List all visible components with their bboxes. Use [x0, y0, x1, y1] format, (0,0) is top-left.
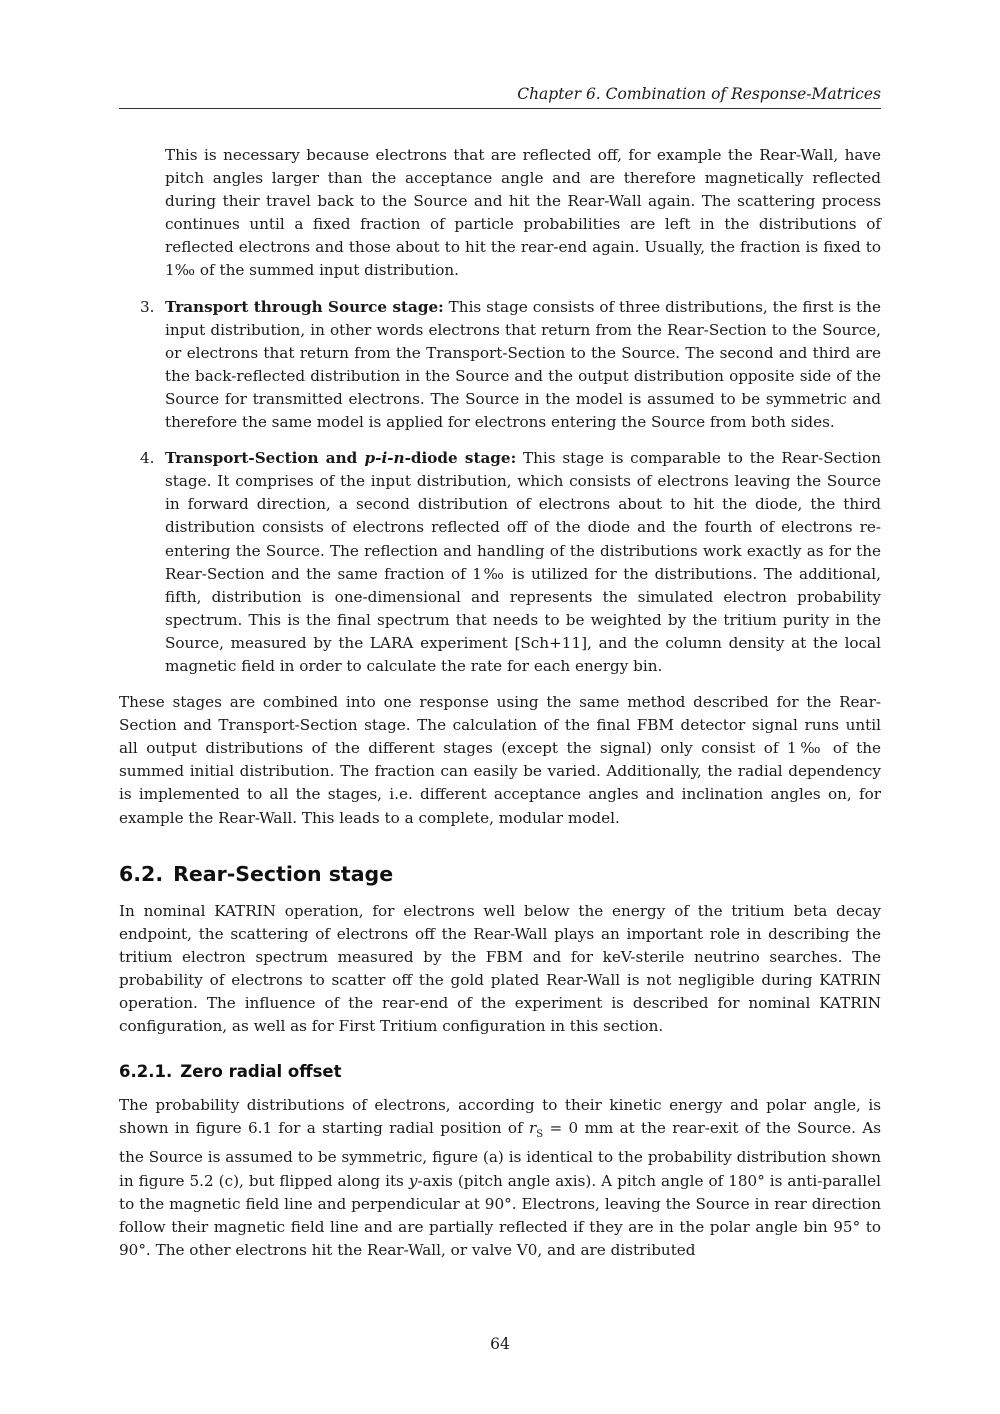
list-item-text: This stage is comparable to the Rear-Section stage. It comprises of the input distribution, which consists of electrons leaving the Source in forward direction, a second distribution of electrons about to hit the diode, the third distribution consists of electrons reflected off of the diode and the fourth of electrons re-entering the Source. The reflection and handling of the distributions work exactly as for the Rear-Section and the same fraction of 1‰ is utilized for the distributions. The additional, fifth, distribution is one-dimensional and represents the simulated electron probability spectrum. This is the final spectrum that needs to be weighted by the tritium purity in the Source, measured by the LARA experiment [Sch+11], and the column density at the local magnetic field in order to calculate the rate for each energy bin. — [165, 449, 881, 675]
math-equation: = 0 mm — [543, 1119, 614, 1138]
math-r: r — [529, 1119, 537, 1138]
subsection-heading — [119, 1060, 881, 1084]
section-heading — [119, 860, 881, 888]
header-rule — [119, 108, 881, 109]
list-item-number: 4. — [140, 449, 155, 468]
list-item-number: 3. — [140, 297, 155, 316]
subsection-text-b: at the rear-exit of the Source. As the Source is assumed to be symmetric, figure (a) is identical to the probability distribution shown in figure 5.2 (c), but flipped along its — [119, 1119, 881, 1190]
running-header: Chapter 6. Combination of Response-Matrices — [517, 85, 881, 103]
subsection-title: Zero radial offset — [180, 1062, 342, 1082]
list-item-4 — [140, 447, 881, 678]
section-number: 6.2. — [119, 861, 164, 886]
list-item-3 — [140, 296, 882, 435]
math-y: y — [408, 1171, 418, 1190]
summary-paragraph: These stages are combined into one response using the same method described for the Rear-Section and Transport-Section stage. The calculation of the final FBM detector signal runs until all output distributions of the different stages (except the signal) only consist of 1‰ of the summed initial distribution. The fraction can easily be varied. Additionally, the radial dependency is implemented to all the stages, i.e. different acceptance angles and inclination angles on, for example the Rear-Wall. This leads to a complete, modular model. — [119, 693, 881, 827]
page-number: 64 — [490, 1335, 510, 1353]
subsection-paragraph — [119, 1094, 881, 1262]
continuation-paragraph: This is necessary because electrons that are reflected off, for example the Rear-Wall, have pitch angles larger than the acceptance angle and are therefore magnetically reflected during their travel back to the Source and hit the Rear-Wall again. The scattering process continues until a fixed fraction of particle probabilities are left in the distributions of reflected electrons and those about to hit the rear-end again. Usually, the fraction is fixed to 1‰ of the summed input distribution. — [165, 146, 881, 280]
list-item-title-part-b: -diode stage: — [404, 449, 517, 468]
section-paragraph: In nominal KATRIN operation, for electrons well below the energy of the tritium beta decay endpoint, the scattering of electrons off the Rear-Wall plays an important role in describing the tritium electron spectrum measured by the FBM and for keV-sterile neutrino searches. The probability of electrons to scatter off the gold plated Rear-Wall is not negligible during KATRIN operation. The influence of the rear-end of the experiment is described for nominal KATRIN configuration, as well as for First Tritium configuration in this section. — [119, 901, 881, 1036]
subsection-text-a: The probability distributions of electrons, according to their kinetic energy and polar angle, is shown in figure 6.1 for a starting radial position of — [119, 1096, 881, 1138]
math-subscript: S — [536, 1129, 544, 1141]
list-item-title-part-a: Transport-Section and — [165, 449, 365, 468]
list-item-paragraph — [165, 447, 881, 678]
section-title: Rear-Section stage — [173, 861, 394, 886]
list-item-paragraph — [165, 296, 881, 435]
subsection-number: 6.2.1. — [119, 1062, 173, 1082]
subsection-text-c: -axis (pitch angle axis). A pitch angle of 180° is anti-parallel to the magnetic field line and perpendicular at 90°. Electrons, leaving the Source in rear direction follow their magnetic field line and are partially reflected if they are in the polar angle bin 95° to 90°. The other electrons hit the Rear-Wall, or valve V0, and are distributed — [119, 1171, 882, 1259]
list-item-text: This stage consists of three distributions, the first is the input distribution, in other words electrons that return from the Rear-Section to the Source, or electrons that return from the Transport-Section to the Source. The second and third are the back-reflected distribution in the Source and the output distribution opposite side of the Source for transmitted electrons. The Source in the model is assumed to be symmetric and therefore the same model is applied for electrons entering the Source from both sides. — [165, 297, 882, 432]
list-item-title: Transport through Source stage: — [165, 297, 444, 316]
list-item-title-italic: p-i-n — [364, 449, 405, 468]
page-body — [119, 144, 881, 1262]
